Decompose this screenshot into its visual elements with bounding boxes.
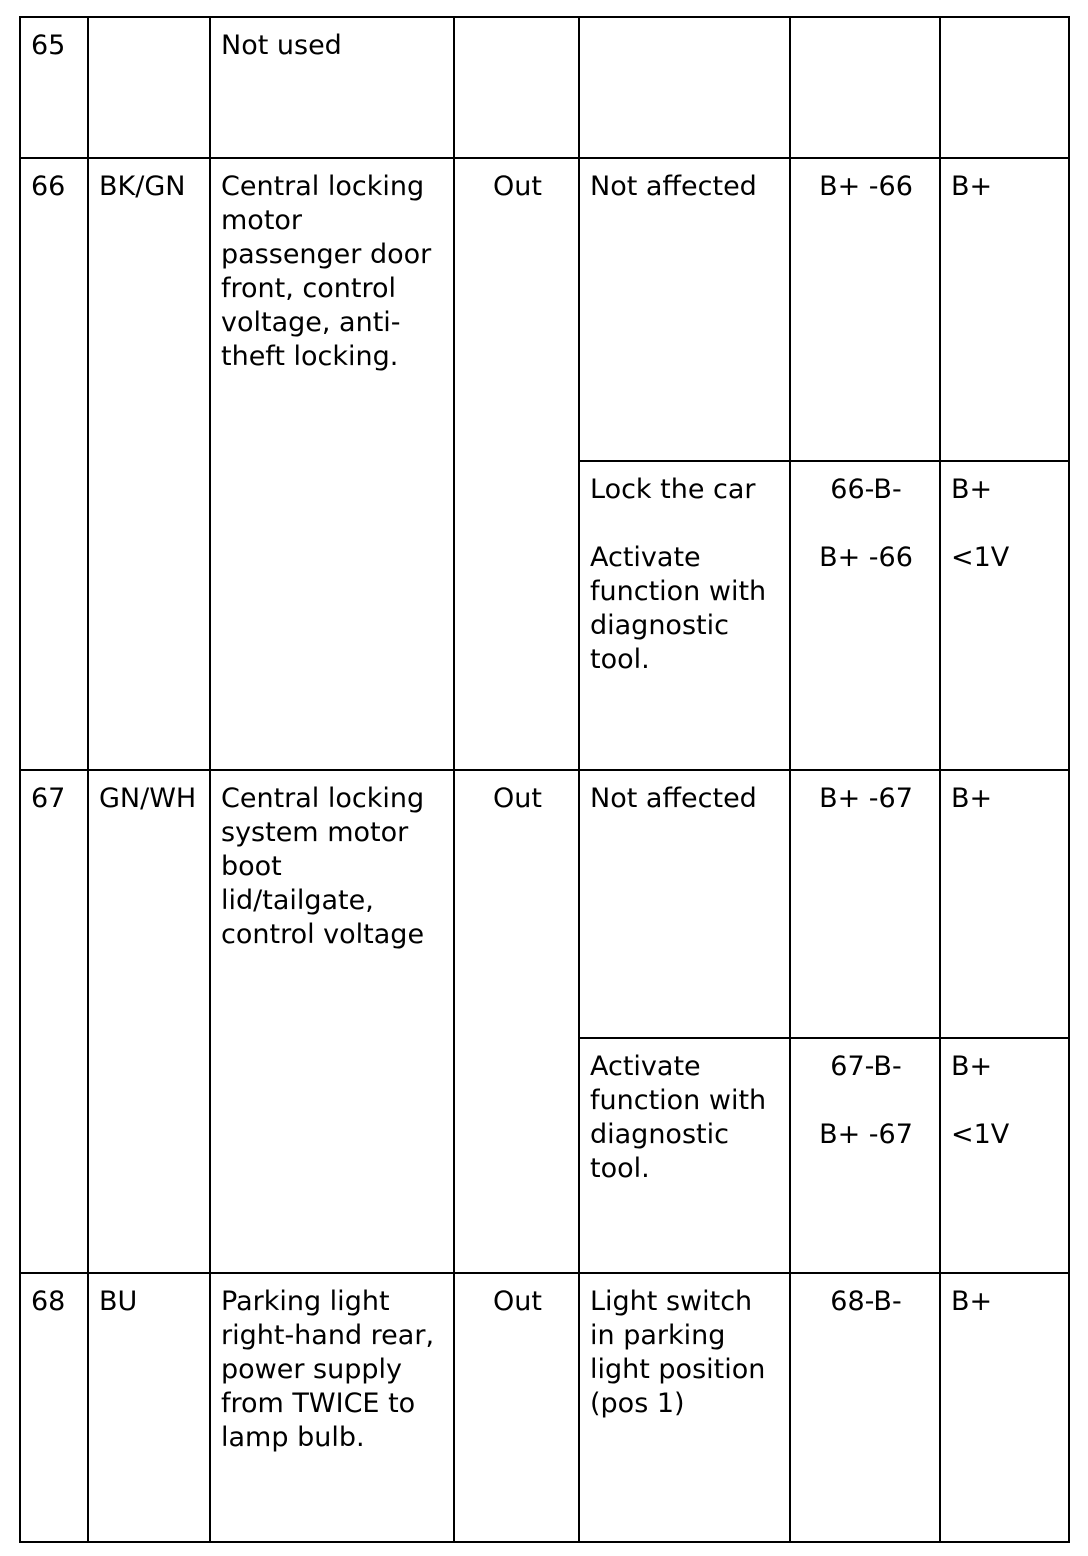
measure-points: B+ -66: [790, 158, 940, 461]
table-row: [20, 1273, 1069, 1542]
pin-number: 66: [20, 158, 88, 770]
test-condition: Light switch in parking light position (pos 1): [579, 1273, 790, 1542]
nominal-value: [940, 17, 1069, 158]
wire-color: [88, 17, 210, 158]
wire-color: BK/GN: [88, 158, 210, 770]
pin-description: Parking light right-hand rear, power supply from TWICE to lamp bulb.: [210, 1273, 454, 1542]
pin-number: 68: [20, 1273, 88, 1542]
measure-points: [790, 17, 940, 158]
nominal-value: B+: [940, 1273, 1069, 1542]
test-condition: Not affected: [579, 770, 790, 1038]
wire-color: GN/WH: [88, 770, 210, 1273]
nominal-value: B+: [940, 770, 1069, 1038]
pin-number: 65: [20, 17, 88, 158]
table-row: [20, 770, 1069, 1038]
nominal-value: B+: [940, 158, 1069, 461]
pin-description: Central locking system motor boot lid/tailgate, control voltage: [210, 770, 454, 1273]
signal-direction: [454, 17, 579, 158]
pin-table: [19, 16, 1070, 1543]
measure-points: 66-B- B+ -66: [790, 461, 940, 770]
signal-direction: Out: [454, 1273, 579, 1542]
test-condition: Activate function with diagnostic tool.: [579, 1038, 790, 1273]
pin-description: Central locking motor passenger door front, control voltage, anti- theft locking.: [210, 158, 454, 770]
signal-direction: Out: [454, 158, 579, 770]
nominal-value: B+ <1V: [940, 461, 1069, 770]
measure-points: B+ -67: [790, 770, 940, 1038]
nominal-value: B+ <1V: [940, 1038, 1069, 1273]
wire-color: BU: [88, 1273, 210, 1542]
test-condition: Lock the car Activate function with diagnostic tool.: [579, 461, 790, 770]
table-row: [20, 17, 1069, 158]
pin-description: Not used: [210, 17, 454, 158]
measure-points: 67-B- B+ -67: [790, 1038, 940, 1273]
measure-points: 68-B-: [790, 1273, 940, 1542]
test-condition: [579, 17, 790, 158]
test-condition: Not affected: [579, 158, 790, 461]
pin-number: 67: [20, 770, 88, 1273]
table-row: [20, 158, 1069, 461]
signal-direction: Out: [454, 770, 579, 1273]
